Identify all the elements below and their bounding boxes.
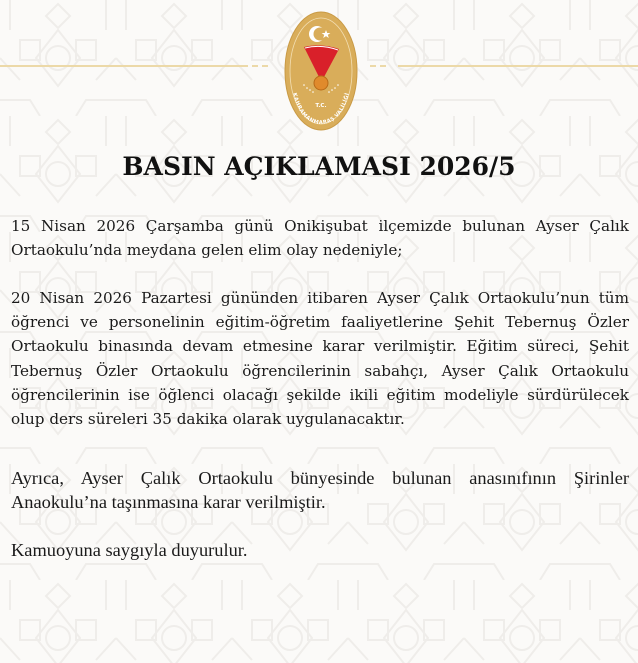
header-rule-dash [252, 65, 258, 67]
header-rule-dash [370, 65, 376, 67]
header-rule-dash [380, 65, 386, 67]
paragraph-decision: 20 Nisan 2026 Pazartesi gününden itibaren Ayser Çalık Ortaokulu’nun tüm öğrenci ve personelinin eğitim-öğretim faaliyetlerine Şehit Tebernuş Özler Ortaokulu binasında devam etmesine karar verilmiştir. Eğitim süreci, Şehit Tebernuş Özler Ortaokulu öğrencilerinin sabahçı, Ayser Çalık Ortaokulu öğrencilerinin ise öğlenci olacağı şekilde ikili eğitim modeliyle sürdürülecek olup ders süreleri 35 dakika olarak uygulanacaktır. [11, 289, 629, 429]
paragraph-intro: 15 Nisan 2026 Çarşamba günü Onikişubat ilçemizde bulunan Ayser Çalık Ortaokulu’nda meydana gelen elim olay nedeniyle; [11, 217, 629, 260]
svg-text:KAHRAMANMARAŞ VALİLİĞİ: KAHRAMANMARAŞ VALİLİĞİ [291, 92, 351, 127]
header-rule-left [0, 65, 248, 67]
kahramanmaras-valiligi-emblem-icon [284, 11, 358, 131]
paragraph-kindergarten: Ayrıca, Ayser Çalık Ortaokulu bünyesinde bulunan anasınıfının Şirinler Anaokulu’na taşınmasına karar verilmiştir. [11, 468, 629, 513]
page-title: BASIN AÇIKLAMASI 2026/5 [122, 152, 516, 181]
header-rule-right [398, 65, 638, 67]
paragraph-closing: Kamuoyuna saygıyla duyurulur. [11, 540, 248, 560]
header-rule-dash [262, 65, 268, 67]
svg-text:T.C.: T.C. [315, 103, 327, 109]
